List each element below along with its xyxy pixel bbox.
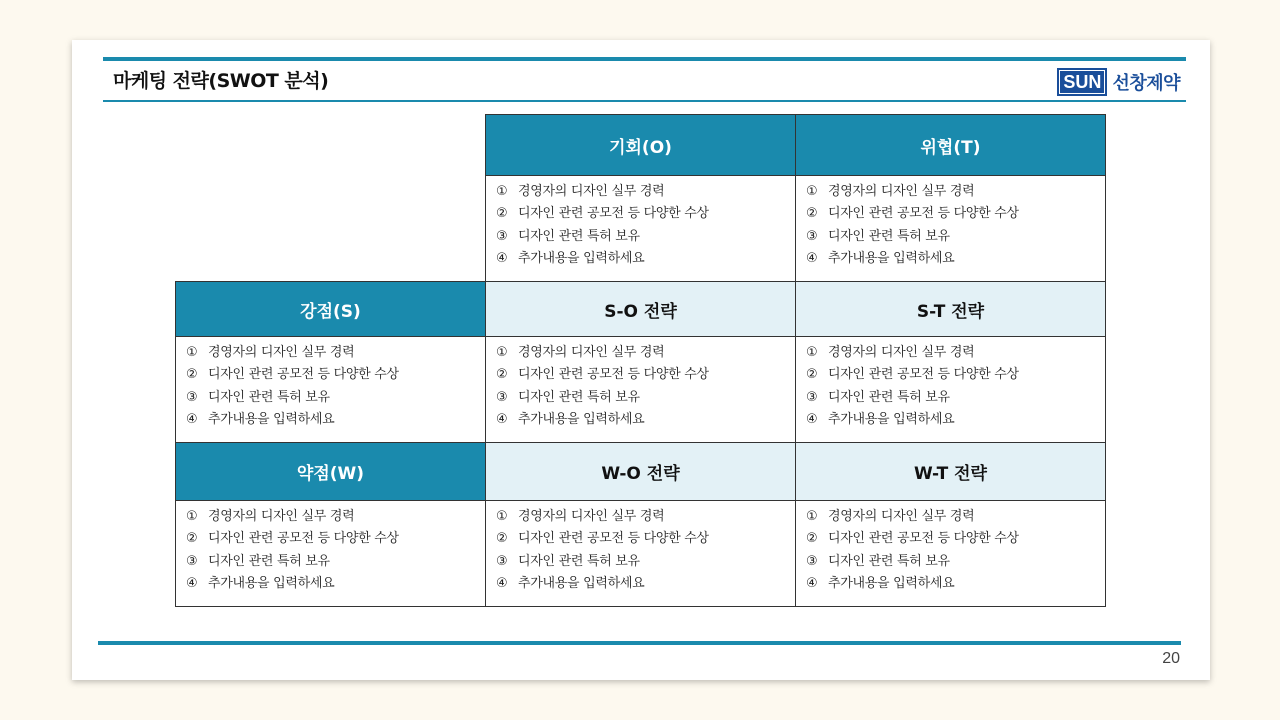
strength-cell xyxy=(176,337,486,443)
wo-strategy-header: W-O 전략 xyxy=(486,443,796,501)
slide xyxy=(72,40,1210,680)
list-item xyxy=(496,506,795,528)
item-text: 경영자의 디자인 실무 경력 xyxy=(518,509,665,524)
item-number: ① xyxy=(806,184,818,199)
item-text: 디자인 관련 특허 보유 xyxy=(828,553,950,569)
swot-table xyxy=(175,114,1106,607)
list-item xyxy=(496,203,795,225)
item-text: 추가내용을 입력하세요 xyxy=(518,411,645,427)
item-text: 추가내용을 입력하세요 xyxy=(828,250,955,266)
item-text: 디자인 관련 공모전 등 다양한 수상 xyxy=(208,531,399,547)
list-item xyxy=(496,528,795,550)
list-item xyxy=(186,409,485,431)
list-item xyxy=(806,226,1105,248)
list-item xyxy=(496,181,795,203)
item-number: ① xyxy=(496,184,508,199)
page-title: 마케팅 전략(SWOT 분석) xyxy=(113,70,329,92)
list-item xyxy=(186,387,485,409)
item-number: ① xyxy=(186,345,198,360)
item-number: ④ xyxy=(806,250,818,266)
list-item xyxy=(496,226,795,248)
list-item xyxy=(496,409,795,431)
item-number: ④ xyxy=(806,575,818,591)
item-number: ② xyxy=(806,206,818,222)
list-item xyxy=(186,506,485,528)
list-item xyxy=(186,551,485,573)
item-text: 경영자의 디자인 실무 경력 xyxy=(208,509,355,524)
list-item xyxy=(496,248,795,270)
item-number: ③ xyxy=(496,553,508,569)
item-text: 디자인 관련 공모전 등 다양한 수상 xyxy=(828,206,1019,222)
opportunity-cell xyxy=(486,176,796,282)
item-text: 추가내용을 입력하세요 xyxy=(518,250,645,266)
company-logo xyxy=(1057,68,1180,96)
item-text: 경영자의 디자인 실무 경력 xyxy=(518,184,665,199)
item-number: ④ xyxy=(496,250,508,266)
weakness-header: 약점(W) xyxy=(176,443,486,501)
item-number: ① xyxy=(496,345,508,360)
wt-strategy-header: W-T 전략 xyxy=(796,443,1106,501)
item-number: ① xyxy=(806,345,818,360)
corner-cell xyxy=(176,115,486,176)
list-item xyxy=(186,528,485,550)
item-text: 디자인 관련 특허 보유 xyxy=(518,389,640,405)
title-rule xyxy=(103,100,1186,102)
list-item xyxy=(496,387,795,409)
item-text: 디자인 관련 공모전 등 다양한 수상 xyxy=(828,531,1019,547)
item-text: 추가내용을 입력하세요 xyxy=(208,411,335,427)
item-text: 디자인 관련 공모전 등 다양한 수상 xyxy=(518,531,709,547)
list-item xyxy=(806,528,1105,550)
list-item xyxy=(806,387,1105,409)
item-number: ② xyxy=(806,367,818,383)
list-item xyxy=(806,203,1105,225)
item-text: 디자인 관련 특허 보유 xyxy=(208,389,330,405)
item-text: 디자인 관련 공모전 등 다양한 수상 xyxy=(518,367,709,383)
item-number: ③ xyxy=(806,228,818,244)
item-text: 디자인 관련 특허 보유 xyxy=(828,389,950,405)
item-text: 추가내용을 입력하세요 xyxy=(828,411,955,427)
list-item xyxy=(806,573,1105,595)
item-text: 디자인 관련 특허 보유 xyxy=(828,228,950,244)
item-number: ② xyxy=(186,367,198,383)
item-number: ② xyxy=(496,531,508,547)
item-number: ③ xyxy=(186,553,198,569)
item-text: 경영자의 디자인 실무 경력 xyxy=(518,345,665,360)
so-strategy-header: S-O 전략 xyxy=(486,282,796,337)
list-item xyxy=(186,573,485,595)
item-number: ② xyxy=(186,531,198,547)
list-item xyxy=(806,342,1105,364)
list-item xyxy=(806,181,1105,203)
corner-cell xyxy=(176,176,486,282)
item-text: 디자인 관련 특허 보유 xyxy=(208,553,330,569)
item-text: 디자인 관련 공모전 등 다양한 수상 xyxy=(518,206,709,222)
so-strategy-cell xyxy=(486,337,796,443)
item-text: 추가내용을 입력하세요 xyxy=(518,575,645,591)
threat-header: 위협(T) xyxy=(796,115,1106,176)
threat-cell xyxy=(796,176,1106,282)
item-text: 경영자의 디자인 실무 경력 xyxy=(828,184,975,199)
list-item xyxy=(496,342,795,364)
wt-strategy-cell xyxy=(796,501,1106,607)
item-number: ④ xyxy=(186,575,198,591)
item-number: ② xyxy=(496,206,508,222)
item-text: 디자인 관련 특허 보유 xyxy=(518,553,640,569)
top-rule xyxy=(103,57,1186,61)
item-text: 디자인 관련 공모전 등 다양한 수상 xyxy=(208,367,399,383)
list-item xyxy=(496,364,795,386)
page-number: 20 xyxy=(1162,650,1180,667)
item-text: 디자인 관련 공모전 등 다양한 수상 xyxy=(828,367,1019,383)
opportunity-header: 기회(O) xyxy=(486,115,796,176)
strength-header: 강점(S) xyxy=(176,282,486,337)
weakness-cell xyxy=(176,501,486,607)
list-item xyxy=(806,409,1105,431)
item-text: 경영자의 디자인 실무 경력 xyxy=(828,509,975,524)
list-item xyxy=(186,364,485,386)
item-number: ② xyxy=(806,531,818,547)
st-strategy-cell xyxy=(796,337,1106,443)
item-number: ① xyxy=(806,509,818,524)
item-text: 경영자의 디자인 실무 경력 xyxy=(208,345,355,360)
wo-strategy-cell xyxy=(486,501,796,607)
item-number: ① xyxy=(496,509,508,524)
item-number: ③ xyxy=(496,228,508,244)
bottom-rule xyxy=(98,641,1181,645)
item-number: ① xyxy=(186,509,198,524)
item-text: 추가내용을 입력하세요 xyxy=(828,575,955,591)
logo-text: 선창제약 xyxy=(1112,73,1180,94)
item-text: 추가내용을 입력하세요 xyxy=(208,575,335,591)
item-text: 디자인 관련 특허 보유 xyxy=(518,228,640,244)
item-number: ④ xyxy=(806,411,818,427)
item-number: ③ xyxy=(806,553,818,569)
item-number: ④ xyxy=(496,575,508,591)
list-item xyxy=(496,551,795,573)
logo-box: SUN xyxy=(1057,68,1107,96)
item-number: ④ xyxy=(496,411,508,427)
item-number: ③ xyxy=(186,389,198,405)
list-item xyxy=(806,551,1105,573)
st-strategy-header: S-T 전략 xyxy=(796,282,1106,337)
item-number: ② xyxy=(496,367,508,383)
list-item xyxy=(806,506,1105,528)
item-number: ③ xyxy=(806,389,818,405)
item-number: ③ xyxy=(496,389,508,405)
list-item xyxy=(496,573,795,595)
item-text: 경영자의 디자인 실무 경력 xyxy=(828,345,975,360)
list-item xyxy=(806,364,1105,386)
item-number: ④ xyxy=(186,411,198,427)
list-item xyxy=(806,248,1105,270)
list-item xyxy=(186,342,485,364)
